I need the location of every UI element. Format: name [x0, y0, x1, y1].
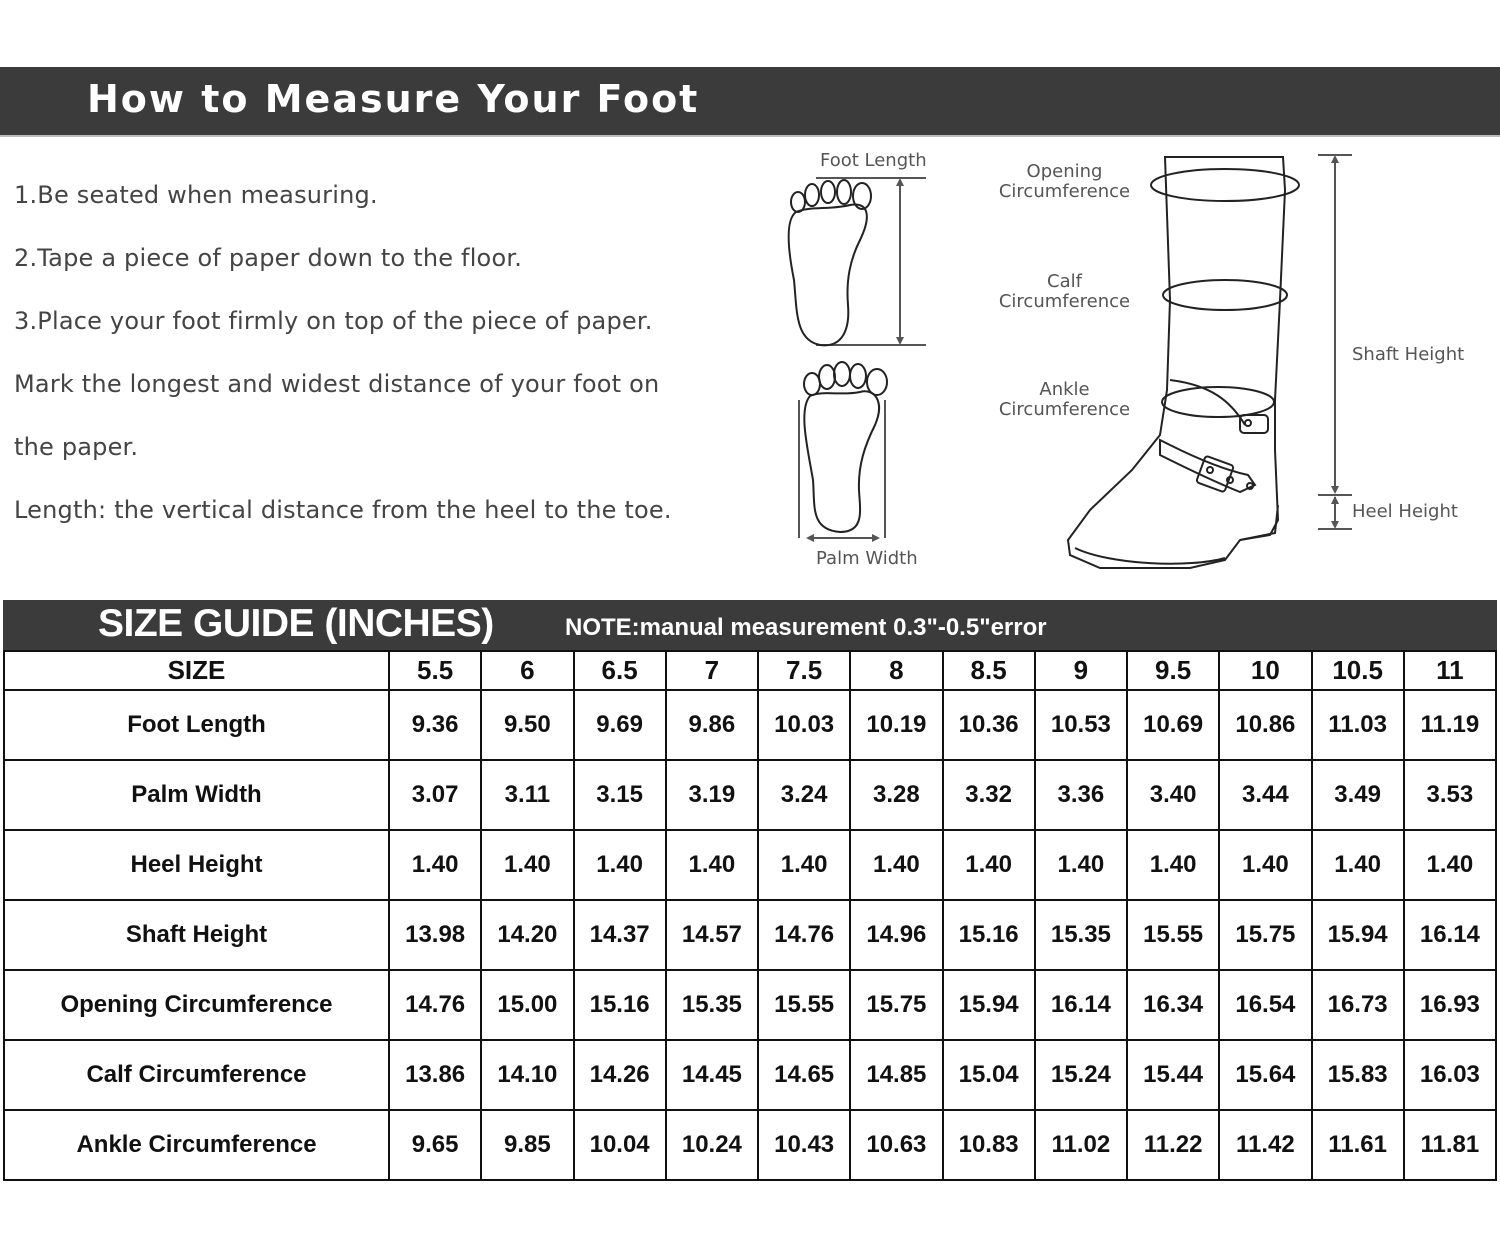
value-cell: 16.73 [1312, 970, 1404, 1040]
value-cell: 3.44 [1219, 760, 1311, 830]
value-cell: 1.40 [1312, 830, 1404, 900]
value-cell: 3.40 [1127, 760, 1219, 830]
value-cell: 1.40 [1127, 830, 1219, 900]
value-cell: 9.69 [574, 690, 666, 760]
value-cell: 3.11 [481, 760, 573, 830]
value-cell: 15.35 [666, 970, 758, 1040]
value-cell: 10.83 [943, 1110, 1035, 1180]
shaft-height-label: Shaft Height [1352, 344, 1465, 365]
value-cell: 1.40 [574, 830, 666, 900]
size-guide-note: NOTE:manual measurement 0.3"-0.5"error [565, 614, 1047, 641]
value-cell: 14.45 [666, 1040, 758, 1110]
value-cell: 15.24 [1035, 1040, 1127, 1110]
value-cell: 14.26 [574, 1040, 666, 1110]
size-cell: 7.5 [758, 651, 850, 690]
value-cell: 15.35 [1035, 900, 1127, 970]
value-cell: 1.40 [1404, 830, 1496, 900]
opening-circumference-label: Opening Circumference [998, 161, 1131, 202]
row-label-cell: Foot Length [4, 690, 389, 760]
size-chart-table [3, 650, 1497, 1181]
value-cell: 16.14 [1035, 970, 1127, 1040]
size-cell: 6 [481, 651, 573, 690]
size-cell: 10 [1219, 651, 1311, 690]
value-cell: 1.40 [1219, 830, 1311, 900]
row-label-cell: Shaft Height [4, 900, 389, 970]
row-label-cell: Heel Height [4, 830, 389, 900]
value-cell: 11.02 [1035, 1110, 1127, 1180]
foot-length-diagram-icon [789, 178, 926, 345]
measure-banner [0, 67, 1500, 137]
value-cell: 16.03 [1404, 1040, 1496, 1110]
size-cell: 5.5 [389, 651, 481, 690]
value-cell: 14.37 [574, 900, 666, 970]
value-cell: 3.07 [389, 760, 481, 830]
value-cell: 9.85 [481, 1110, 573, 1180]
instruction-step: 2.Tape a piece of paper down to the floor. [14, 244, 523, 272]
value-cell: 10.86 [1219, 690, 1311, 760]
value-cell: 10.36 [943, 690, 1035, 760]
value-cell: 15.44 [1127, 1040, 1219, 1110]
value-cell: 14.65 [758, 1040, 850, 1110]
value-cell: 10.19 [850, 690, 942, 760]
value-cell: 10.53 [1035, 690, 1127, 760]
value-cell: 15.55 [1127, 900, 1219, 970]
value-cell: 3.32 [943, 760, 1035, 830]
size-cell: 9 [1035, 651, 1127, 690]
table-header-row [4, 651, 1496, 690]
value-cell: 10.04 [574, 1110, 666, 1180]
value-cell: 15.04 [943, 1040, 1035, 1110]
value-cell: 3.36 [1035, 760, 1127, 830]
value-cell: 1.40 [666, 830, 758, 900]
value-cell: 3.49 [1312, 760, 1404, 830]
heel-height-label: Heel Height [1352, 501, 1458, 522]
value-cell: 11.81 [1404, 1110, 1496, 1180]
value-cell: 11.19 [1404, 690, 1496, 760]
calf-circumference-label: Calf Circumference [998, 271, 1131, 312]
instruction-step: Mark the longest and widest distance of your foot on [14, 370, 660, 398]
value-cell: 1.40 [1035, 830, 1127, 900]
value-cell: 15.16 [943, 900, 1035, 970]
value-cell: 15.00 [481, 970, 573, 1040]
value-cell: 10.43 [758, 1110, 850, 1180]
value-cell: 11.42 [1219, 1110, 1311, 1180]
size-cell: 11 [1404, 651, 1496, 690]
value-cell: 15.16 [574, 970, 666, 1040]
row-label-cell: Palm Width [4, 760, 389, 830]
size-header-cell: SIZE [4, 651, 389, 690]
value-cell: 10.03 [758, 690, 850, 760]
table-row [4, 970, 1496, 1040]
row-label-cell: Ankle Circumference [4, 1110, 389, 1180]
row-label-cell: Calf Circumference [4, 1040, 389, 1110]
size-cell: 6.5 [574, 651, 666, 690]
value-cell: 11.03 [1312, 690, 1404, 760]
size-cell: 7 [666, 651, 758, 690]
size-cell: 9.5 [1127, 651, 1219, 690]
value-cell: 1.40 [850, 830, 942, 900]
foot-length-label: Foot Length [820, 150, 927, 171]
value-cell: 14.76 [389, 970, 481, 1040]
value-cell: 10.63 [850, 1110, 942, 1180]
value-cell: 10.69 [1127, 690, 1219, 760]
value-cell: 15.55 [758, 970, 850, 1040]
table-row [4, 760, 1496, 830]
value-cell: 9.65 [389, 1110, 481, 1180]
row-label-cell: Opening Circumference [4, 970, 389, 1040]
measurement-illustration [770, 140, 1500, 580]
instruction-step: 1.Be seated when measuring. [14, 181, 378, 209]
value-cell: 14.20 [481, 900, 573, 970]
instructions-list [14, 168, 754, 546]
size-cell: 10.5 [1312, 651, 1404, 690]
size-guide-title: SIZE GUIDE (INCHES) [98, 602, 494, 645]
value-cell: 3.24 [758, 760, 850, 830]
size-guide-header [3, 600, 1497, 650]
value-cell: 14.10 [481, 1040, 573, 1110]
value-cell: 9.36 [389, 690, 481, 760]
page-title: How to Measure Your Foot [87, 77, 700, 121]
value-cell: 15.94 [943, 970, 1035, 1040]
value-cell: 13.98 [389, 900, 481, 970]
value-cell: 1.40 [758, 830, 850, 900]
value-cell: 11.61 [1312, 1110, 1404, 1180]
value-cell: 14.96 [850, 900, 942, 970]
value-cell: 13.86 [389, 1040, 481, 1110]
value-cell: 15.83 [1312, 1040, 1404, 1110]
table-row [4, 690, 1496, 760]
value-cell: 3.19 [666, 760, 758, 830]
value-cell: 9.50 [481, 690, 573, 760]
value-cell: 16.93 [1404, 970, 1496, 1040]
palm-width-label: Palm Width [816, 548, 918, 569]
value-cell: 15.75 [1219, 900, 1311, 970]
value-cell: 16.14 [1404, 900, 1496, 970]
value-cell: 11.22 [1127, 1110, 1219, 1180]
instruction-step: Length: the vertical distance from the heel to the toe. [14, 496, 672, 524]
value-cell: 14.76 [758, 900, 850, 970]
value-cell: 10.24 [666, 1110, 758, 1180]
value-cell: 1.40 [389, 830, 481, 900]
instruction-step: 3.Place your foot firmly on top of the piece of paper. [14, 307, 653, 335]
value-cell: 15.64 [1219, 1040, 1311, 1110]
value-cell: 3.28 [850, 760, 942, 830]
value-cell: 16.34 [1127, 970, 1219, 1040]
table-row [4, 1040, 1496, 1110]
value-cell: 16.54 [1219, 970, 1311, 1040]
boot-diagram-icon [1068, 157, 1299, 568]
size-cell: 8 [850, 651, 942, 690]
ankle-circumference-label: Ankle Circumference [998, 379, 1131, 420]
value-cell: 3.15 [574, 760, 666, 830]
value-cell: 3.53 [1404, 760, 1496, 830]
table-row [4, 900, 1496, 970]
palm-width-diagram-icon [799, 362, 887, 542]
value-cell: 15.75 [850, 970, 942, 1040]
table-row [4, 830, 1496, 900]
value-cell: 14.85 [850, 1040, 942, 1110]
table-row [4, 1110, 1496, 1180]
shaft-heel-measure-icon [1318, 155, 1352, 529]
value-cell: 1.40 [943, 830, 1035, 900]
value-cell: 15.94 [1312, 900, 1404, 970]
value-cell: 9.86 [666, 690, 758, 760]
value-cell: 1.40 [481, 830, 573, 900]
instruction-step: the paper. [14, 433, 139, 461]
value-cell: 14.57 [666, 900, 758, 970]
size-cell: 8.5 [943, 651, 1035, 690]
